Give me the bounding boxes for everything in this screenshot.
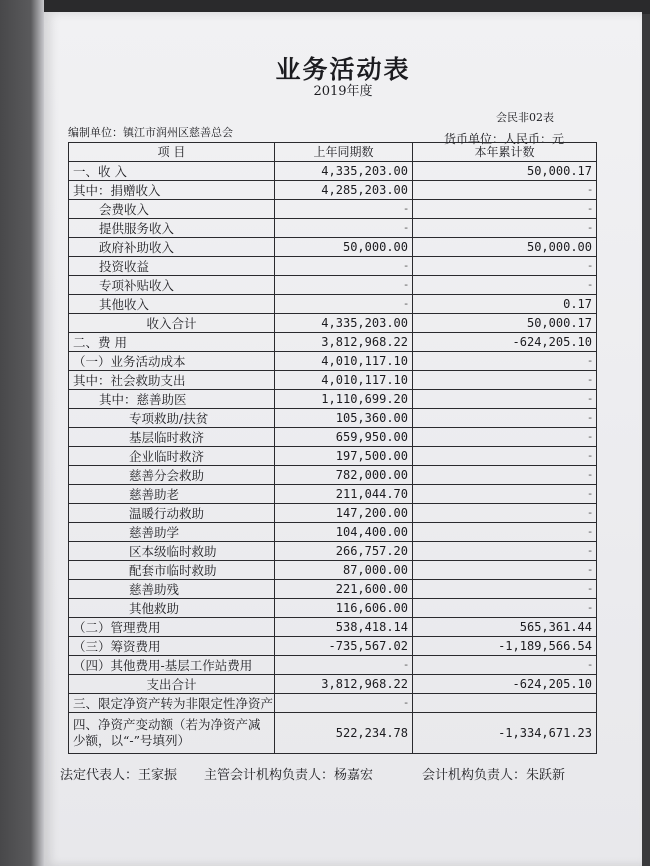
prev-value: - [275,655,413,674]
prev-value: 221,600.00 [275,579,413,598]
table-row [69,218,597,237]
curr-value: 50,000.17 [413,161,597,180]
table-row [69,693,597,712]
prev-value: 3,812,968.22 [275,674,413,693]
table-row [69,503,597,522]
row-label: （三）筹资费用 [69,636,275,655]
curr-value: - [413,408,597,427]
curr-value: - [413,256,597,275]
prev-value: 782,000.00 [275,465,413,484]
curr-value: 565,361.44 [413,617,597,636]
prev-value: - [275,275,413,294]
prev-value: 211,044.70 [275,484,413,503]
table-row [69,313,597,332]
prev-value: 3,812,968.22 [275,332,413,351]
curr-value: -624,205.10 [413,332,597,351]
table-row [69,598,597,617]
row-label: 专项救助/扶贫 [69,408,275,427]
table-row [69,712,597,753]
row-label: 其中：社会救助支出 [69,370,275,389]
prev-value: 104,400.00 [275,522,413,541]
accounting-org-head: 会计机构负责人：朱跃新 [422,768,566,783]
table-row [69,655,597,674]
curr-value: - [413,598,597,617]
row-label: 支出合计 [69,674,275,693]
row-label: （一）业务活动成本 [69,351,275,370]
table-row [69,256,597,275]
table-row [69,199,597,218]
curr-value: - [413,427,597,446]
row-label: 政府补助收入 [69,237,275,256]
table-row [69,389,597,408]
prev-value: 659,950.00 [275,427,413,446]
header-curr: 本年累计数 [413,143,597,162]
table-row [69,161,597,180]
table-row [69,446,597,465]
row-label: 慈善助老 [69,484,275,503]
curr-value: - [413,465,597,484]
table-row [69,237,597,256]
table-row [69,180,597,199]
prev-value: 4,335,203.00 [275,313,413,332]
curr-value [413,693,597,712]
prev-value: 522,234.78 [275,712,413,753]
row-label: 投资收益 [69,256,275,275]
prev-value: 266,757.20 [275,541,413,560]
row-label: 其中：捐赠收入 [69,180,275,199]
curr-value: - [413,655,597,674]
prev-value: 50,000.00 [275,237,413,256]
prev-value: - [275,199,413,218]
row-label: 其中：慈善助医 [69,389,275,408]
row-label: （四）其他费用-基层工作站费用 [69,655,275,674]
curr-value: -1,334,671.23 [413,712,597,753]
table-row [69,294,597,313]
table-header-row [69,143,597,162]
row-label: 二、费 用 [69,332,275,351]
row-label: 收入合计 [69,313,275,332]
curr-value: - [413,275,597,294]
curr-value: - [413,541,597,560]
table-row [69,370,597,389]
table-row [69,427,597,446]
row-label: 提供服务收入 [69,218,275,237]
table-row [69,541,597,560]
table-row [69,275,597,294]
row-label: 会费收入 [69,199,275,218]
curr-value: 50,000.00 [413,237,597,256]
prev-value: 4,285,203.00 [275,180,413,199]
curr-value: - [413,579,597,598]
curr-value: - [413,389,597,408]
prev-value: 87,000.00 [275,560,413,579]
curr-value: - [413,522,597,541]
table-row [69,636,597,655]
curr-value: 0.17 [413,294,597,313]
prev-value: 116,606.00 [275,598,413,617]
binding-edge [0,0,44,866]
table-row [69,674,597,693]
row-label: 其他救助 [69,598,275,617]
row-label: 三、限定净资产转为非限定性净资产 [69,693,275,712]
curr-value: -1,189,566.54 [413,636,597,655]
row-label: 企业临时救济 [69,446,275,465]
curr-value: - [413,218,597,237]
organization-label: 编制单位：镇江市润州区慈善总会 [68,126,233,139]
header-item: 项 目 [69,143,275,162]
legal-representative: 法定代表人：王家振 [60,768,178,783]
table-row [69,560,597,579]
table-row [69,484,597,503]
row-label: 区本级临时救助 [69,541,275,560]
curr-value: - [413,180,597,199]
row-label: 温暖行动救助 [69,503,275,522]
curr-value: - [413,560,597,579]
curr-value: - [413,351,597,370]
row-label: 慈善助学 [69,522,275,541]
document-title: 业务活动表 [275,55,411,84]
row-label: （二）管理费用 [69,617,275,636]
row-label: 慈善分会救助 [69,465,275,484]
curr-value: -624,205.10 [413,674,597,693]
table-row [69,408,597,427]
prev-value: 197,500.00 [275,446,413,465]
report-year: 2019年度 [313,84,373,99]
table-row [69,522,597,541]
curr-value: - [413,484,597,503]
row-label: 基层临时救济 [69,427,275,446]
prev-value: 4,010,117.10 [275,370,413,389]
prev-value: - [275,218,413,237]
prev-value: - [275,256,413,275]
prev-value: -735,567.02 [275,636,413,655]
currency-label: 货币单位：人民币：元 [444,132,565,146]
prev-value: 1,110,699.20 [275,389,413,408]
row-label: 四、净资产变动额（若为净资产减少额，以“-”号填列） [69,712,275,753]
activity-table [68,142,597,754]
table-row [69,351,597,370]
curr-value: - [413,370,597,389]
document-page [44,12,642,866]
header-prev: 上年同期数 [275,143,413,162]
table-row [69,465,597,484]
row-label: 一、收 入 [69,161,275,180]
prev-value: 4,010,117.10 [275,351,413,370]
accounting-head: 主管会计机构负责人：杨嘉宏 [204,768,374,783]
row-label: 慈善助残 [69,579,275,598]
prev-value: 4,335,203.00 [275,161,413,180]
curr-value: 50,000.17 [413,313,597,332]
prev-value: 105,360.00 [275,408,413,427]
prev-value: 538,418.14 [275,617,413,636]
row-label: 配套市临时救助 [69,560,275,579]
curr-value: - [413,199,597,218]
prev-value: 147,200.00 [275,503,413,522]
row-label: 专项补贴收入 [69,275,275,294]
table-row [69,579,597,598]
row-label: 其他收入 [69,294,275,313]
prev-value: - [275,294,413,313]
curr-value: - [413,446,597,465]
table-row [69,617,597,636]
form-code: 会民非02表 [496,111,554,124]
prev-value: - [275,693,413,712]
table-row [69,332,597,351]
curr-value: - [413,503,597,522]
